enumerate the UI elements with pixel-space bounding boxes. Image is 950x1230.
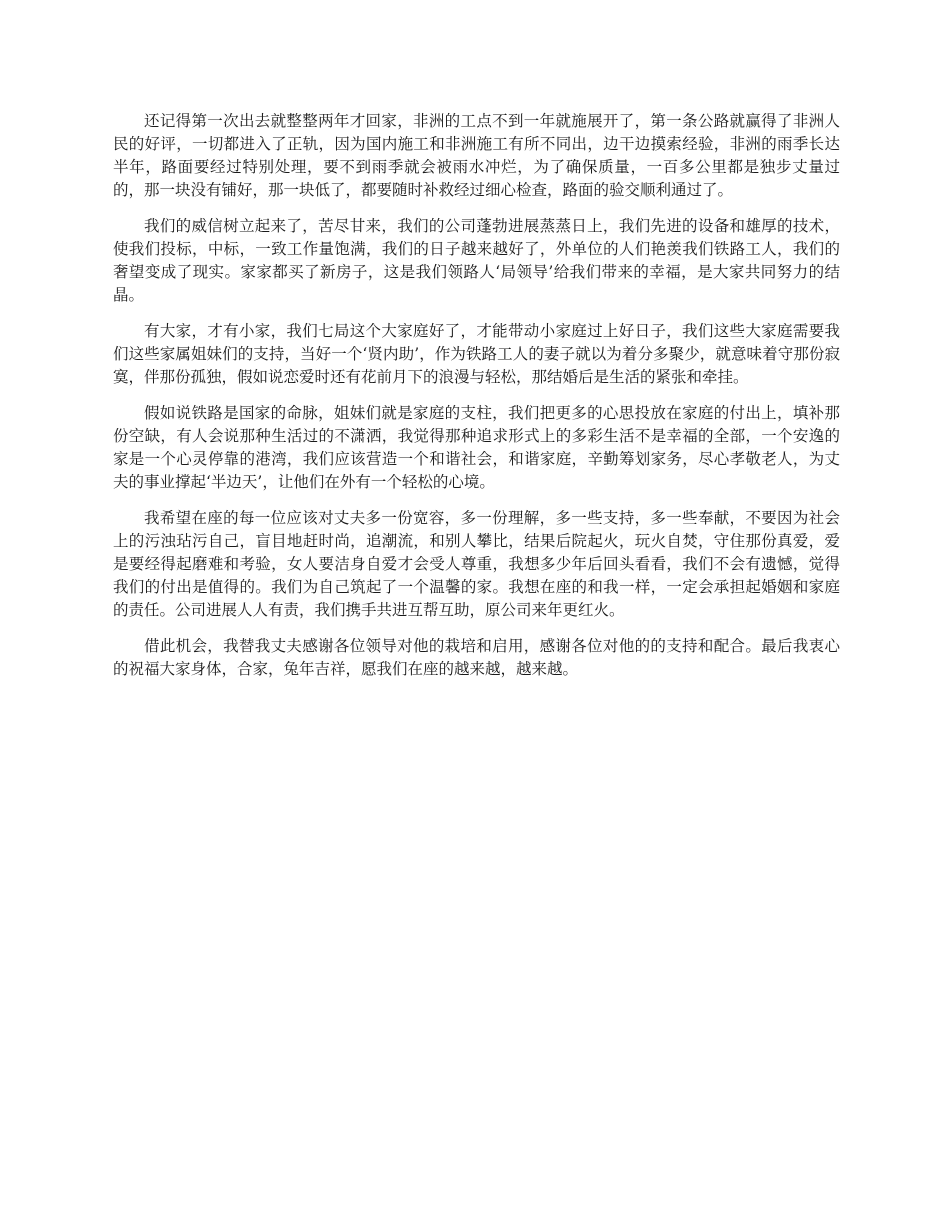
paragraph-3: 有大家，才有小家，我们七局这个大家庭好了，才能带动小家庭过上好日子，我们这些大家庭需要我们这些家属姐妹们的支持，当好一个‘贤内助’，作为铁路工人的妻子就以为着分多聚少，就意味着守那份寂寞，伴那份孤独，假如说恋爱时还有花前月下的浪漫与轻松，那结婚后是生活的紧张和牵挂。 (113, 322, 840, 386)
paragraph-5: 我希望在座的每一位应该对丈夫多一份宽容，多一份理解，多一些支持，多一些奉献，不要因为社会上的污浊玷污自己，盲目地赶时尚，追潮流，和别人攀比，结果后院起火，玩火自焚，守住那份真爱，爱是要经得起磨难和考验，女人要洁身自爱才会受人尊重，我想多少年后回头看看，我们不会有遗憾，觉得我们的付出是值得的。我们为自己筑起了一个温馨的家。我想在座的和我一样，一定会承担起婚姻和家庭的责任。公司进展人人有责，我们携手共进互帮互助，原公司来年更红火。 (113, 509, 840, 619)
paragraph-4: 假如说铁路是国家的命脉，姐妹们就是家庭的支柱，我们把更多的心思投放在家庭的付出上，填补那份空缺，有人会说那种生活过的不潇洒，我觉得那种追求形式上的多彩生活不是幸福的全部，一个安逸的家是一个心灵停靠的港湾，我们应该营造一个和谐社会，和谐家庭，辛勤筹划家务，尽心孝敬老人，为丈夫的事业撑起‘半边天’，让他们在外有一个轻松的心境。 (113, 404, 840, 491)
document-body (113, 110, 840, 694)
paragraph-1: 还记得第一次出去就整整两年才回家，非洲的工点不到一年就施展开了，第一条公路就赢得了非洲人民的好评，一切都进入了正轨，因为国内施工和非洲施工有所不同出，边干边摸索经验，非洲的雨季长达半年，路面要经过特别处理，要不到雨季就会被雨水冲烂，为了确保质量，一百多公里都是独步丈量过的，那一块没有铺好，那一块低了，都要随时补救经过细心检查，路面的验交顺利通过了。 (113, 112, 840, 199)
paragraph-2: 我们的威信树立起来了，苦尽甘来，我们的公司蓬勃进展蒸蒸日上，我们先进的设备和雄厚的技术，使我们投标，中标，一致工作量饱满，我们的日子越来越好了，外单位的人们艳羡我们铁路工人，我们的奢望变成了现实。家家都买了新房子，这是我们领路人‘局领导’给我们带来的幸福，是大家共同努力的结晶。 (113, 217, 840, 304)
paragraph-6: 借此机会，我替我丈夫感谢各位领导对他的栽培和启用，感谢各位对他的的支持和配合。最后我衷心的祝福大家身体，合家，兔年吉祥，愿我们在座的越来越，越来越。 (113, 637, 840, 678)
